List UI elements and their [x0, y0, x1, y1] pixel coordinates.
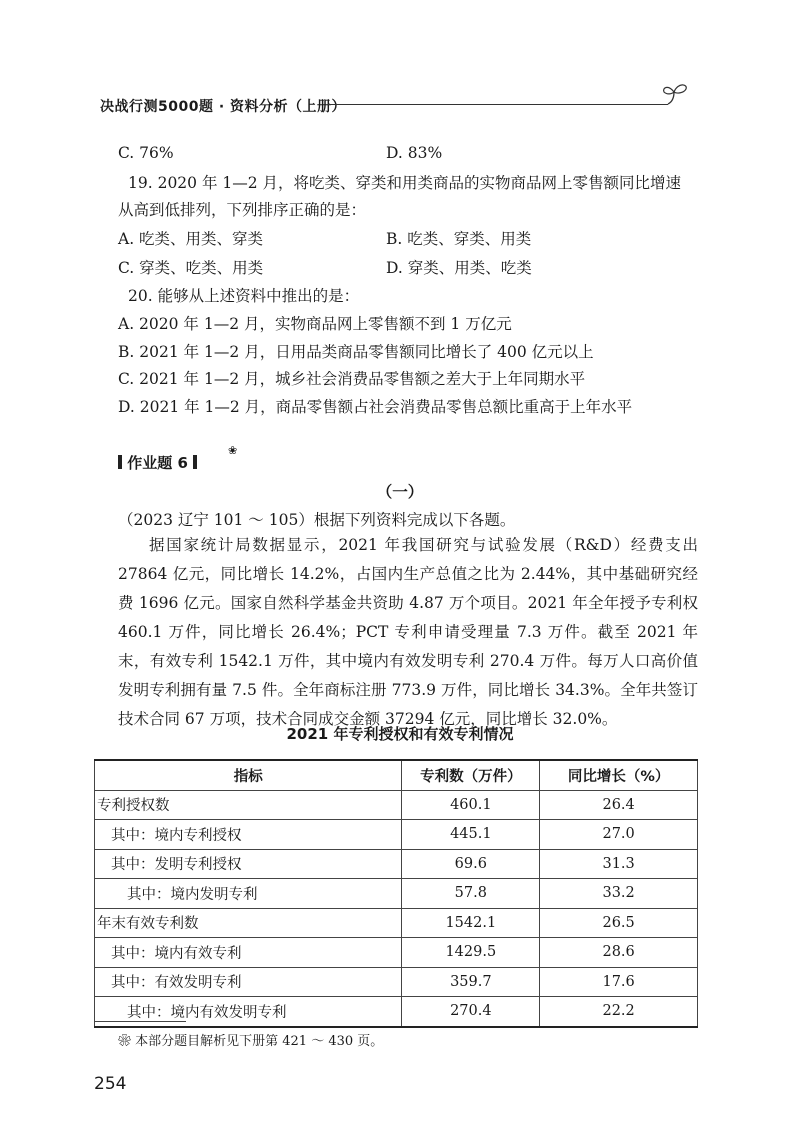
growth-cell: 22.2: [540, 997, 698, 1027]
count-cell: 1542.1: [402, 908, 540, 938]
growth-cell: 33.2: [540, 879, 698, 909]
q20-option-d: D. 2021 年 1—2 月，商品零售额占社会消费品零售总额比重高于上年水平: [118, 398, 633, 416]
page-number: 254: [94, 1074, 127, 1094]
growth-cell: 28.6: [540, 938, 698, 968]
sprout-icon: [662, 80, 692, 108]
q18-option-d: D. 83%: [386, 144, 443, 162]
count-cell: 1429.5: [402, 938, 540, 968]
count-cell: 270.4: [402, 997, 540, 1027]
growth-cell: 26.5: [540, 908, 698, 938]
growth-cell: 26.4: [540, 790, 698, 820]
table-caption: 2021 年专利授权和有效专利情况: [286, 725, 514, 743]
footnote: ❀ 本部分题目解析见下册第 421 ～ 430 页。: [118, 1034, 384, 1049]
count-cell: 69.6: [402, 849, 540, 879]
table-row: [95, 879, 698, 909]
table-row: [95, 790, 698, 820]
indicator-cell: 其中：境内发明专利: [95, 879, 402, 909]
running-header: 决战行测5000题 · 资料分析（上册）: [100, 99, 347, 115]
count-cell: 460.1: [402, 790, 540, 820]
count-cell: 445.1: [402, 820, 540, 850]
flower-icon: ❀: [228, 444, 238, 457]
q19-option-a: A. 吃类、用类、穿类: [118, 230, 264, 248]
part-label: （一）: [376, 482, 424, 501]
table-row: [95, 967, 698, 997]
footnote-rule: [94, 1021, 186, 1022]
growth-cell: 27.0: [540, 820, 698, 850]
q20-option-c: C. 2021 年 1—2 月，城乡社会消费品零售额之差大于上年同期水平: [118, 370, 586, 388]
count-cell: 359.7: [402, 967, 540, 997]
material-paragraph: 据国家统计局数据显示，2021 年我国研究与试验发展（R&D）经费支出 27864 亿元，同比增长 14.2%，占国内生产总值之比为 2.44%，其中基础研究经费 1696 亿元。国家自然科学基金共资助 4.87 万个项目。2021 年全年授予专利权 460.1 万件，同比增长 26.4%；PCT 专利申请受理量 7.3 万件。截至 2021 年末，有效专利 1542.1 万件，其中境内有效发明专利 270.4 万件。每万人口高价值发明专利拥有量 7.5 件。全年商标注册 773.9 万件，同比增长 34.3%。全年共签订技术合同 67 万项，技术合同成交金额 37294 亿元，同比增长 32.0%。: [118, 536, 698, 728]
table-row: [95, 997, 698, 1027]
indicator-cell: 年末有效专利数: [95, 908, 402, 938]
table-header-row: [95, 760, 698, 790]
header-rule: [328, 104, 668, 105]
q18-option-c: C. 76%: [118, 144, 174, 162]
table-row: [95, 820, 698, 850]
q19-option-c: C. 穿类、吃类、用类: [118, 259, 264, 277]
indicator-cell: 其中：境内有效专利: [95, 938, 402, 968]
section-heading: [118, 452, 197, 473]
q19-stem-line1: 19. 2020 年 1—2 月，将吃类、穿类和用类商品的实物商品网上零售额同比增速: [128, 174, 682, 192]
count-cell: 57.8: [402, 879, 540, 909]
indicator-cell: 其中：境内专利授权: [95, 820, 402, 850]
q19-stem-line2: 从高到低排列，下列排序正确的是：: [118, 201, 367, 219]
table-row: [95, 908, 698, 938]
indicator-cell: 其中：发明专利授权: [95, 849, 402, 879]
header-count: 专利数（万件）: [402, 760, 540, 790]
table-row: [95, 938, 698, 968]
section-title: 作业题 6: [127, 454, 188, 472]
source-line: （2023 辽宁 101 ～ 105）根据下列资料完成以下各题。: [118, 511, 516, 529]
section-bar-right: [193, 455, 197, 469]
patent-table: [94, 759, 698, 1028]
q19-option-b: B. 吃类、穿类、用类: [386, 230, 532, 248]
indicator-cell: 专利授权数: [95, 790, 402, 820]
q19-option-d: D. 穿类、用类、吃类: [386, 259, 532, 277]
q20-option-b: B. 2021 年 1—2 月，日用品类商品零售额同比增长了 400 亿元以上: [118, 343, 594, 361]
section-bar-left: [118, 455, 122, 469]
growth-cell: 17.6: [540, 967, 698, 997]
header-growth: 同比增长（%）: [540, 760, 698, 790]
indicator-cell: 其中：有效发明专利: [95, 967, 402, 997]
indicator-cell: 其中：境内有效发明专利: [95, 997, 402, 1027]
growth-cell: 31.3: [540, 849, 698, 879]
q20-option-a: A. 2020 年 1—2 月，实物商品网上零售额不到 1 万亿元: [118, 315, 512, 333]
header-indicator: 指标: [95, 760, 402, 790]
table-row: [95, 849, 698, 879]
q20-stem: 20. 能够从上述资料中推出的是：: [128, 287, 360, 305]
